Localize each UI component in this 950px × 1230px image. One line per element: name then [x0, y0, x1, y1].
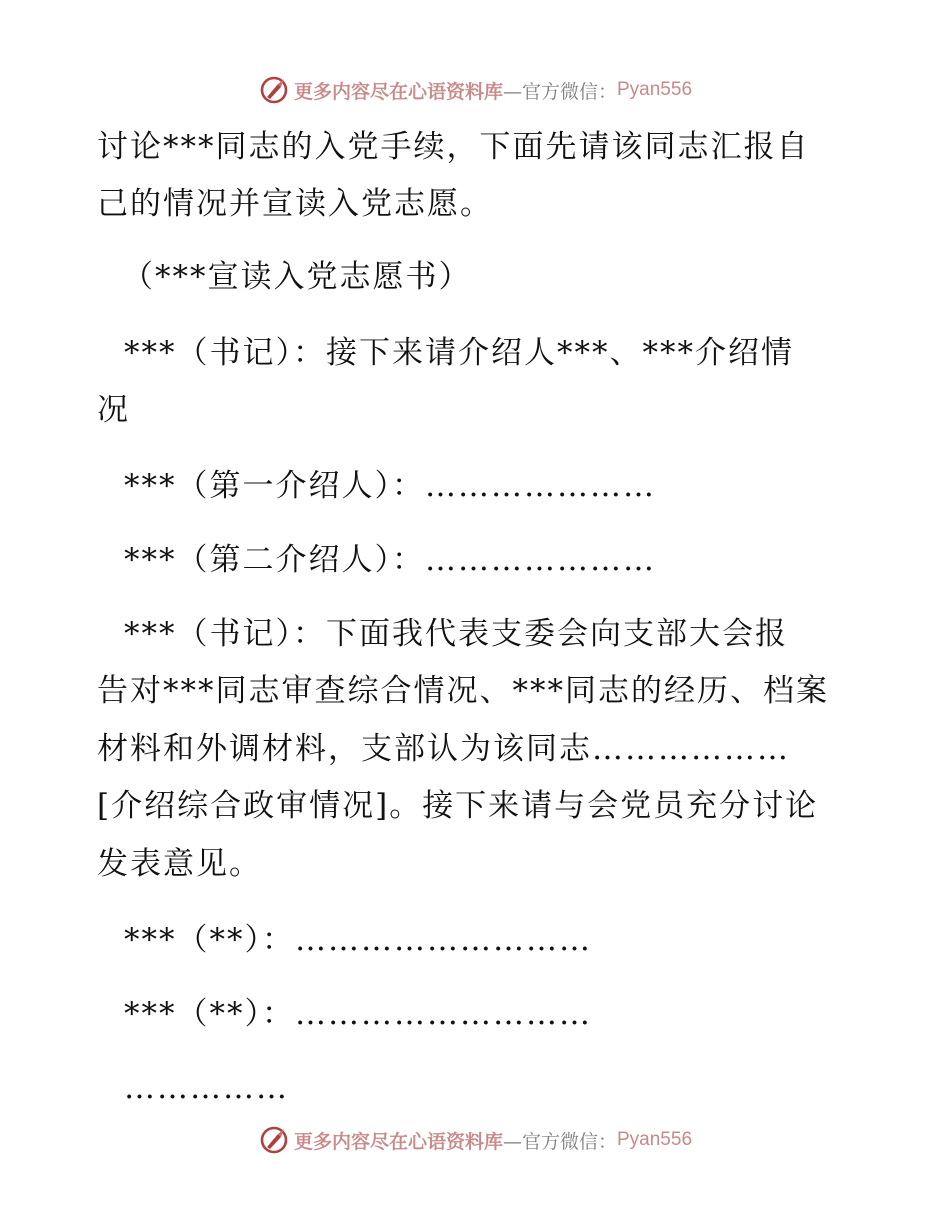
body-line-1: 讨论***同志的入党手续，下面先请该同志汇报自: [97, 129, 810, 165]
watermark-tag: —官方微信：: [502, 1130, 617, 1153]
body-line-3: （***宣读入党志愿书）: [122, 259, 472, 295]
footer-watermark: [0, 1120, 950, 1160]
body-line-8: ***（书记）：下面我代表支委会向支部大会报: [124, 616, 788, 652]
body-line-9: 告对***同志审查综合情况、***同志的经历、档案: [97, 673, 829, 709]
body-line-2: 己的情况并宣读入党志愿。: [97, 186, 493, 222]
watermark-wechat-id: Pyan556: [617, 1129, 693, 1150]
header-watermark: [0, 70, 950, 110]
body-line-15: ……………: [124, 1070, 289, 1106]
body-line-10: 材料和外调材料，支部认为该同志………………: [97, 731, 790, 767]
watermark-wechat-id: Pyan556: [617, 79, 693, 100]
body-line-11: [介绍综合政审情况]。接下来请与会党员充分讨论: [97, 788, 819, 824]
quill-logo-icon: [258, 1124, 290, 1156]
body-line-4: ***（书记）：接下来请介绍人***、***介绍情: [124, 335, 794, 371]
body-line-5: 况: [97, 392, 130, 428]
watermark-tag: —官方微信：: [502, 80, 617, 103]
body-line-6: ***（第一介绍人）：…………………: [124, 468, 656, 504]
watermark-brand: 更多内容尽在心语资料库: [293, 1130, 503, 1153]
quill-logo-icon: [258, 74, 290, 106]
body-line-13: ***（**）：………………………: [124, 922, 592, 958]
watermark-brand: 更多内容尽在心语资料库: [293, 80, 503, 103]
body-line-14: ***（**）：………………………: [124, 996, 592, 1032]
body-line-12: 发表意见。: [97, 846, 262, 882]
body-line-7: ***（第二介绍人）：…………………: [124, 542, 656, 578]
